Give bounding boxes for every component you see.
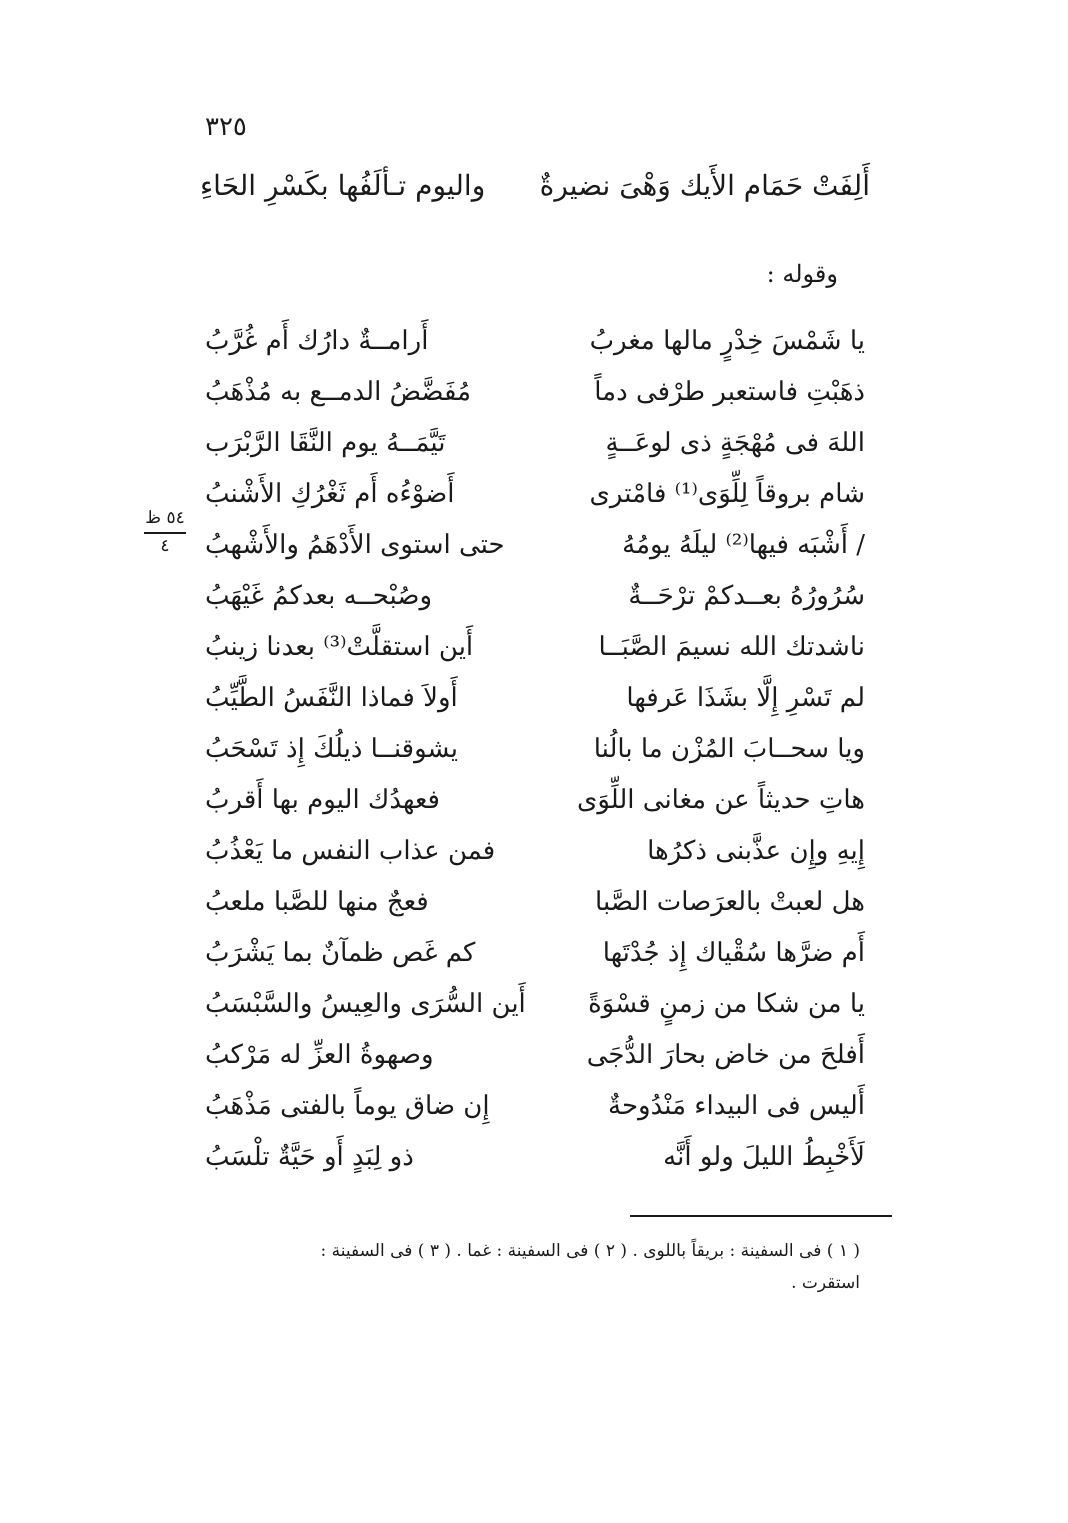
hemistich-right: لَأَخْبِطُ الليلَ ولو أَنَّه bbox=[663, 1142, 865, 1172]
hemistich-left: أَضوْءُه أَم ثَغْرُكِ الأَشْنبُ bbox=[205, 479, 455, 509]
verse-line bbox=[205, 373, 865, 411]
opening-verse bbox=[200, 167, 870, 205]
verse-line bbox=[205, 424, 865, 462]
hemistich-right: أَلِفَتْ حَمَام الأَيك وَهْىَ نضيرةٌ bbox=[539, 169, 870, 202]
hemistich-right: أَم ضرَّها سُقْياك إِذ جُدْتَها bbox=[602, 938, 865, 968]
hemistich-left: مُفَضَّضُ الدمــع به مُذْهَبُ bbox=[205, 377, 472, 407]
verse-line bbox=[205, 577, 865, 615]
hemistich-left: فعهدُك اليوم بها أَقربُ bbox=[205, 785, 440, 815]
page-number: ٣٢٥ bbox=[205, 112, 247, 142]
hemistich-right: / أَشْبَه فيها⁽²⁾ ليلَهُ يومُهُ bbox=[622, 530, 865, 560]
hemistich-left: أَين السُّرَى والعِيسُ والسَّبْسَبُ bbox=[205, 989, 526, 1019]
verse-line bbox=[205, 679, 865, 717]
hemistich-left: أَين استقلَّتْ⁽³⁾ بعدنا زينبُ bbox=[205, 632, 474, 662]
verse-line bbox=[205, 475, 865, 513]
hemistich-left: أَولاَ فماذا النَّفَسُ الطَّيِّبُ bbox=[205, 683, 458, 713]
verse-line bbox=[205, 1036, 865, 1074]
footnote-line-1: ( ١ ) فى السفينة : بريقاً باللوى . ( ٢ ) فى السفينة : غما . ( ٣ ) فى السفينة : bbox=[320, 1241, 860, 1261]
hemistich-right: أَليس فى البيداء مَنْدُوحةٌ bbox=[608, 1091, 865, 1121]
hemistich-left: تَيَّمَــهُ يوم النَّقَا الرَّبْرَب bbox=[205, 428, 446, 458]
verse-line bbox=[205, 883, 865, 921]
hemistich-right: لم تَسْرِ إِلَّا بشَذَا عَرفها bbox=[626, 683, 865, 713]
hemistich-left: كم غَص ظمآنٌ بما يَشْرَبُ bbox=[205, 938, 476, 968]
hemistich-left: أَرامــةٌ دارُك أَم غُرَّبُ bbox=[205, 326, 429, 356]
verse-line bbox=[205, 832, 865, 870]
footnote-line-2: استقرت . bbox=[791, 1273, 860, 1293]
verse-line bbox=[205, 322, 865, 360]
hemistich-right: إِيهِ وإِن عذَّبنى ذكرُها bbox=[647, 836, 865, 866]
hemistich-right: هل لعبتْ بالعرَصات الصَّبا bbox=[595, 887, 865, 917]
margin-note-number: ٤ bbox=[160, 536, 170, 556]
verse-line bbox=[205, 934, 865, 972]
verse-line bbox=[205, 1138, 865, 1176]
intro-text: وقوله : bbox=[766, 260, 838, 288]
hemistich-left: وصهوةُ العزِّ له مَرْكبُ bbox=[205, 1040, 434, 1070]
hemistich-right: ناشدتك الله نسيمَ الصَّبَــا bbox=[598, 632, 865, 662]
hemistich-right: هاتِ حديثاً عن مغانى اللِّوَى bbox=[576, 785, 865, 815]
hemistich-right: يا شَمْسَ خِدْرٍ مالها مغربُ bbox=[589, 326, 865, 356]
hemistich-right: ويا سحــابَ المُزْن ما بالُنا bbox=[593, 734, 865, 764]
hemistich-right: يا من شكا من زمنٍ قسْوَةً bbox=[588, 989, 865, 1019]
hemistich-left: ذو لِبَدٍ أَو حَيَّةٌ تلْسَبُ bbox=[205, 1142, 414, 1172]
verse-line bbox=[205, 1087, 865, 1125]
hemistich-right: أَفلحَ من خاض بحارَ الدُّجَى bbox=[586, 1040, 865, 1070]
hemistich-right: اللهَ فى مُهْجَةٍ ذى لوعَــةٍ bbox=[605, 428, 865, 458]
verse-line bbox=[205, 985, 865, 1023]
verse-line bbox=[205, 526, 865, 564]
margin-note-folio: ٥٤ ظ bbox=[144, 508, 186, 534]
hemistich-left: فعجٌ منها للصَّبا ملعبُ bbox=[205, 887, 429, 917]
hemistich-left: واليوم تـألَفُها بكَسْرِ الحَاءِ bbox=[200, 169, 486, 202]
margin-note bbox=[144, 508, 186, 556]
hemistich-right: ذهَبْتِ فاستعبر طرْفى دماً bbox=[594, 377, 865, 407]
hemistich-right: سُرُورُهُ بعــدكمْ ترْحَــةٌ bbox=[628, 581, 865, 611]
hemistich-left: فمن عذاب النفس ما يَعْذُبُ bbox=[205, 836, 496, 866]
hemistich-right: شام بروقاً لِلِّوَى⁽¹⁾ فامْترى bbox=[589, 479, 865, 509]
hemistich-left: يشوقنــا ذيلُكَ إِذ تَسْحَبُ bbox=[205, 734, 458, 764]
hemistich-left: حتى استوى الأَدْهَمُ والأَشْهبُ bbox=[205, 530, 505, 560]
hemistich-left: وصُبْحــه بعدكمُ غَيْهَبُ bbox=[205, 581, 433, 611]
footnote-rule bbox=[630, 1215, 892, 1217]
verse-line bbox=[205, 730, 865, 768]
verse-line bbox=[205, 781, 865, 819]
verse-line bbox=[205, 628, 865, 666]
hemistich-left: إِن ضاق يوماً بالفتى مَذْهَبُ bbox=[205, 1091, 490, 1121]
